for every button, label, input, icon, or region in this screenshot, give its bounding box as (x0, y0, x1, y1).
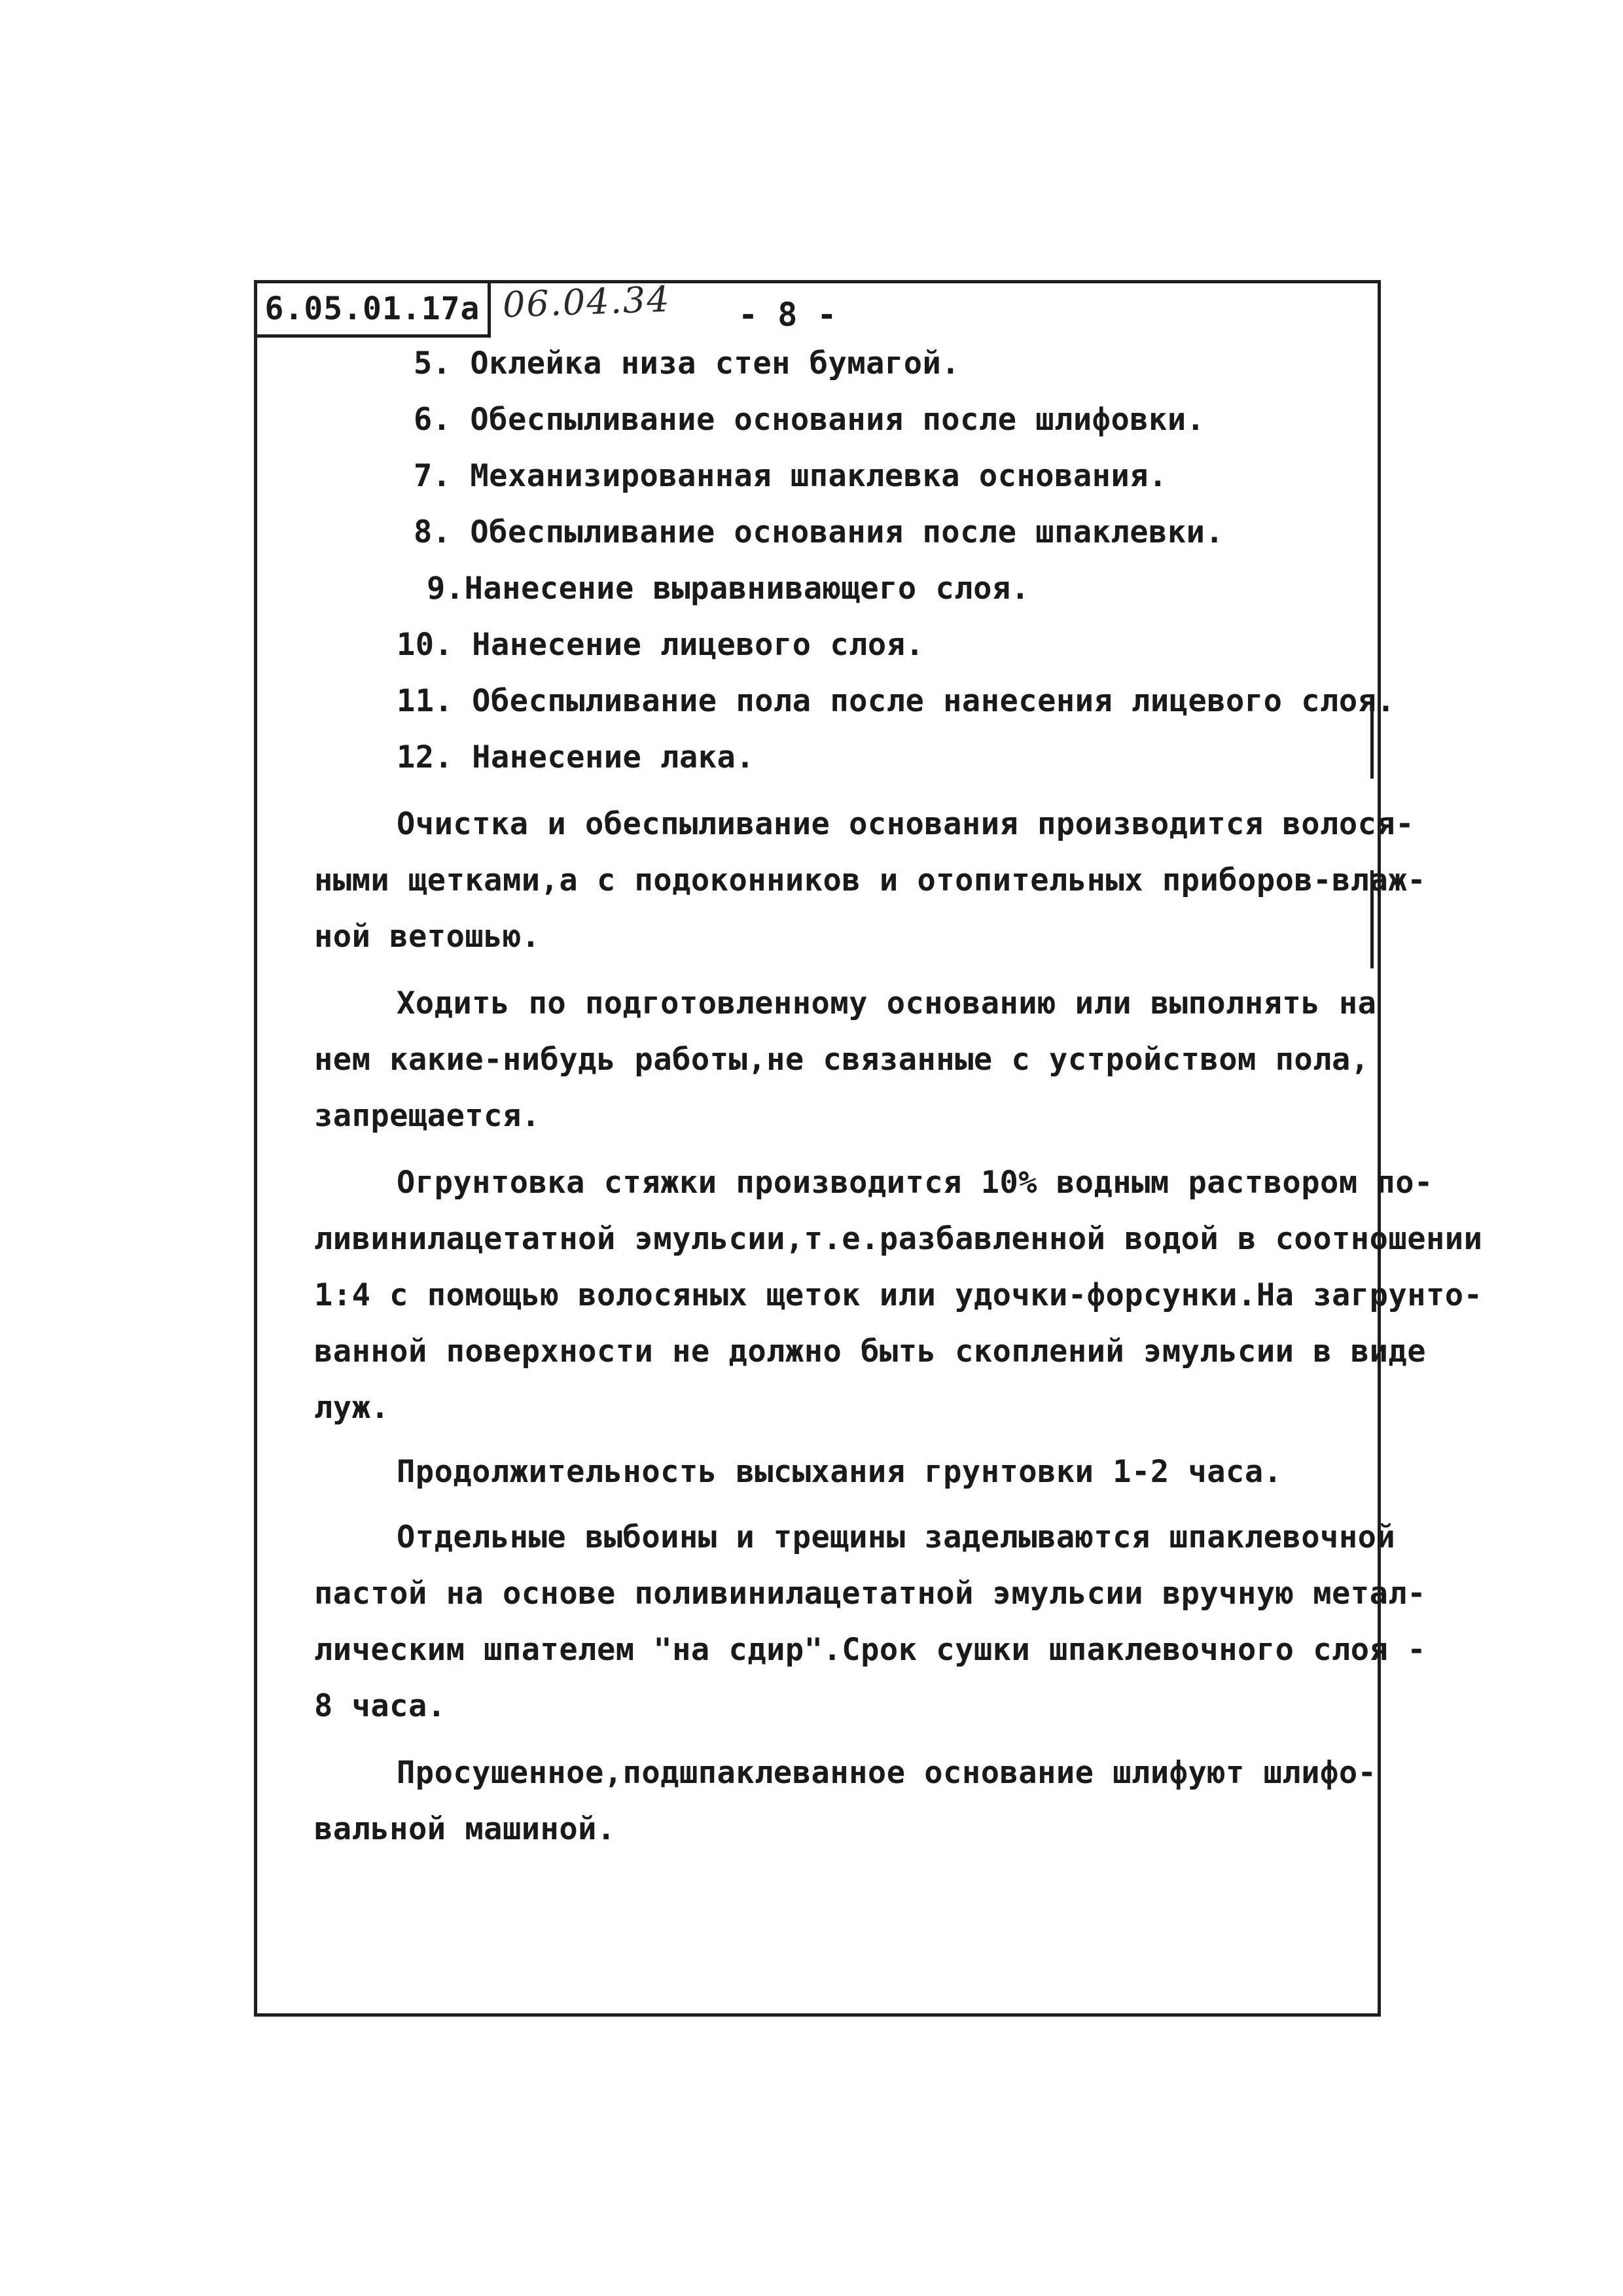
paragraph-line: луж. (314, 1390, 390, 1426)
paragraph-line: лическим шпателем "на сдир".Срок сушки шпаклевочного слоя - (314, 1632, 1426, 1668)
paragraph-line: ванной поверхности не должно быть скоплений эмульсии в виде (314, 1333, 1426, 1369)
list-item: 11. Обеспыливание пола после нанесения лицевого слоя. (397, 683, 1396, 719)
page-number: - 8 - (738, 296, 837, 334)
paragraph-line: нем какие-нибудь работы,не связанные с устройством пола, (314, 1042, 1370, 1078)
document-code: 6.05.01.17a (254, 280, 491, 338)
list-item: 8. Обеспыливание основания после шпаклевки. (414, 514, 1224, 550)
list-item: 5. Оклейка низа стен бумагой. (414, 345, 961, 381)
paragraph-line: пастой на основе поливинилацетатной эмульсии вручную метал- (314, 1576, 1426, 1612)
list-item: 10. Нанесение лицевого слоя. (397, 627, 925, 663)
paragraph-line: вальной машиной. (314, 1811, 616, 1847)
paragraph-line: ливинилацетатной эмульсии,т.е.разбавленной водой в соотношении (314, 1221, 1483, 1257)
paragraph-line: 8 часа. (314, 1688, 446, 1724)
paragraph-line: 1:4 с помощью волосяных щеток или удочки-форсунки.На загрунто- (314, 1277, 1483, 1313)
list-item: 6. Обеспыливание основания после шлифовки. (414, 402, 1205, 438)
paragraph-line: Огрунтовка стяжки производится 10% водным раствором по- (397, 1165, 1433, 1201)
list-item: 12. Нанесение лака. (397, 739, 755, 775)
paragraph-line: Продолжительность высыхания грунтовки 1-2 часа. (397, 1454, 1283, 1490)
paragraph-line: Ходить по подготовленному основанию или выполнять на (397, 985, 1377, 1021)
list-item: 9.Нанесение выравнивающего слоя. (427, 571, 1030, 607)
list-item: 7. Механизированная шпаклевка основания. (414, 458, 1168, 494)
paragraph-line: запрещается. (314, 1098, 541, 1134)
paragraph-line: ной ветошью. (314, 919, 541, 955)
handwritten-number: 06.04.34 (501, 278, 671, 326)
paragraph-line: ными щетками,а с подоконников и отопительных приборов-влаж- (314, 862, 1426, 898)
paragraph-line: Отдельные выбоины и трещины заделываются шпаклевочной (397, 1519, 1396, 1555)
paragraph-line: Очистка и обеспыливание основания производится волося- (397, 806, 1415, 842)
paragraph-line: Просушенное,подшпаклеванное основание шлифуют шлифо- (397, 1755, 1377, 1791)
